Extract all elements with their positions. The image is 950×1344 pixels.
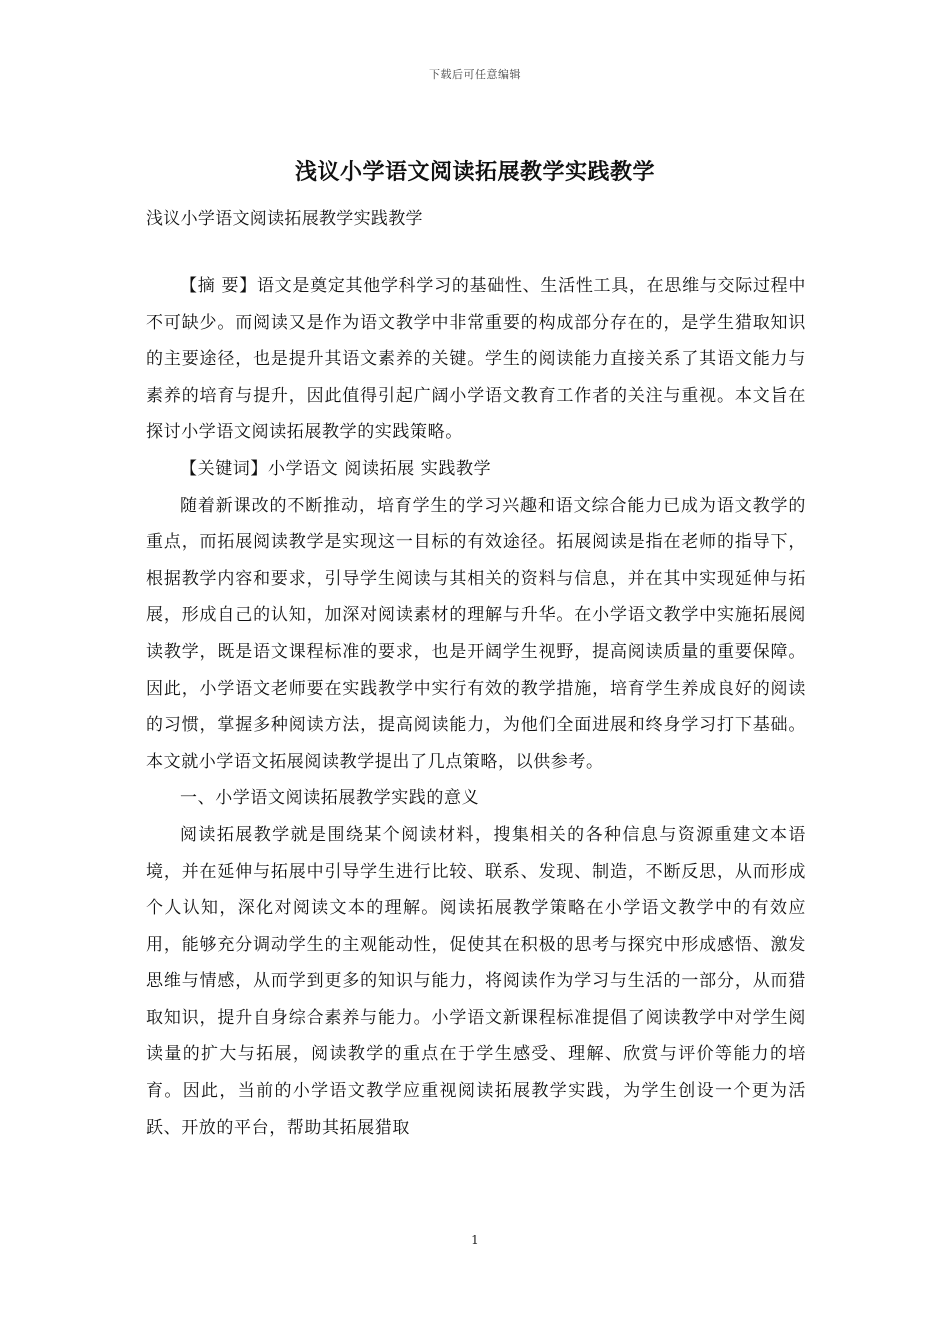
abstract-paragraph: 【摘 要】语文是奠定其他学科学习的基础性、生活性工具，在思维与交际过程中不可缺少。而阅读又是作为语文教学中非常重要的构成部分存在的，是学生猎取知识的主要途径，也是提升其语文素养的关键。学生的阅读能力直接关系了其语文能力与素养的培育与提升，因此值得引起广阔小学语文教育工作者的关注与重视。本文旨在探讨小学语文阅读拓展教学的实践策略。: [146, 276, 806, 443]
section-heading: 一、小学语文阅读拓展教学实践的意义: [180, 788, 480, 809]
page-number: 1: [471, 1233, 479, 1247]
document-title: 浅议小学语文阅读拓展教学实践教学: [294, 159, 655, 185]
header-note: 下载后可任意编辑: [429, 68, 521, 81]
section-paragraph: 阅读拓展教学就是围绕某个阅读材料，搜集相关的各种信息与资源重建文本语境，并在延伸与拓展中引导学生进行比较、联系、发现、制造，不断反思，从而形成个人认知，深化对阅读文本的理解。阅读拓展教学策略在小学语文教学中的有效应用，能够充分调动学生的主观能动性，促使其在积极的思考与探究中形成感悟、激发思维与情感，从而学到更多的知识与能力，将阅读作为学习与生活的一部分，从而猎取知识，提升自身综合素养与能力。小学语文新课程标准提倡了阅读教学中对学生阅读量的扩大与拓展，阅读教学的重点在于学生感受、理解、欣赏与评价等能力的培育。因此，当前的小学语文教学应重视阅读拓展教学实践，为学生创设一个更为活跃、开放的平台，帮助其拓展猎取: [146, 824, 806, 1138]
document-subtitle: 浅议小学语文阅读拓展教学实践教学: [146, 209, 423, 229]
intro-paragraph: 随着新课改的不断推动，培育学生的学习兴趣和语文综合能力已成为语文教学的重点，而拓展阅读教学是实现这一目标的有效途径。拓展阅读是指在老师的指导下，根据教学内容和要求，引导学生阅读与其相关的资料与信息，并在其中实现延伸与拓展，形成自己的认知，加深对阅读素材的理解与升华。在小学语文教学中实施拓展阅读教学，既是语文课程标准的要求，也是开阔学生视野，提高阅读质量的重要保障。因此，小学语文老师要在实践教学中实行有效的教学措施，培育学生养成良好的阅读的习惯，掌握多种阅读方法，提高阅读能力，为他们全面进展和终身学习打下基础。本文就小学语文拓展阅读教学提出了几点策略，以供参考。: [146, 495, 806, 772]
keywords-paragraph: 【关键词】小学语文 阅读拓展 实践教学: [180, 458, 492, 479]
document-body: [146, 268, 806, 1146]
